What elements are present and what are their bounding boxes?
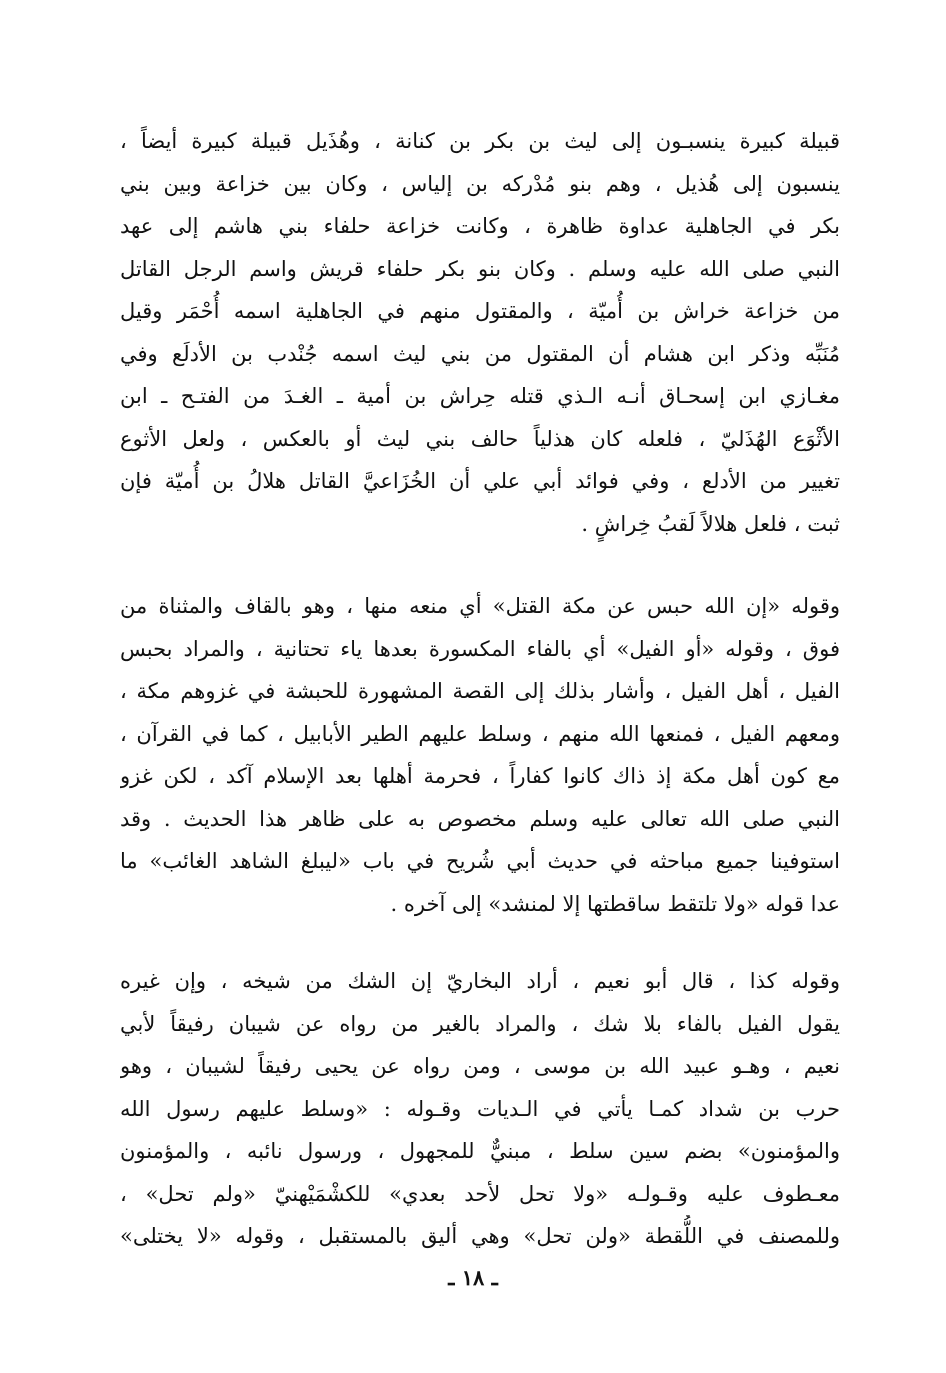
text-line: مُنَبِّه وذكر ابن هشام أن المقتول من بني ليث اسمه جُنْدب بن الأدلَع وفي <box>120 341 840 366</box>
text-line: ينسبون إلى هُذيل ، وهم بنو مُدْركه بن إلياس ، وكان بين خزاعة وبين بني <box>120 171 840 196</box>
text-line: النبي صلى الله تعالى عليه وسلم مخصوص به على ظاهر هذا الحديث . وقد <box>120 806 840 831</box>
text-line: مغـازي ابن إسحـاق أنـه الـذي قتله حِراش بن أمية ـ الغـدَ من الفتـح ـ ابن <box>120 384 840 408</box>
text-line: من خزاعة خراش بن أُميّة ، والمقتول منهم في الجاهلية اسمه أُحْمَر وقيل <box>120 299 840 323</box>
text-line: استوفينا جميع مباحثه في حديث أبي شُريح في باب «ليبلغ الشاهد الغائب» ما <box>120 849 840 873</box>
page-number: ـ ١٨ ـ <box>448 1265 498 1290</box>
text-line: ومعهم الفيل ، فمنعها الله منهم ، وسلط عليهم الطير الأبابيل ، كما في القرآن ، <box>120 721 840 746</box>
paragraph-1 <box>120 120 840 545</box>
text-line: نعيم ، وهـو عبيد الله بن موسى ، ومن رواه عن يحيى رفيقاً لشيبان ، وهو <box>120 1054 840 1078</box>
text-line: وقوله كذا ، قال أبو نعيم ، أراد البخاريّ إن الشك من شيخه ، وإن غيره <box>120 969 840 993</box>
text-line: الأثْوَع الهُذَليّ ، فلعله كان هذلياً حالف بني ليث أو بالعكس ، ولعل الأثوع <box>120 426 840 451</box>
text-line: يقول الفيل بالفاء بلا شك ، والمراد بالغير من رواه عن شيبان رفيقاً لأبي <box>120 1011 840 1036</box>
text-line: وللمصنف في اللُّقطة «ولن تحل» وهي أليق بالمستقبل ، وقوله «لا يختلى» <box>120 1224 840 1248</box>
text-line: عدا قوله «ولا تلتقط ساقطتها إلا لمنشد» إلى آخره . <box>390 891 840 916</box>
paragraph-2 <box>120 585 840 925</box>
text-line: النبي صلى الله عليه وسلم . وكان بنو بكر حلفاء قريش واسم الرجل القاتل <box>120 256 840 281</box>
text-line: مع كون أهل مكة إذ ذاك كانوا كفاراً ، فحرمة أهلها بعد الإسلام آكد ، لكن غزو <box>120 764 840 788</box>
text-line: حرب بن شداد كمـا يأتي في الـديات وقـوله : «وسلط عليهم رسول الله <box>120 1096 840 1121</box>
text-line: تغيير من الأدلع ، وفي فوائد أبي علي أن الخُزَاعيَّ القاتل هلالُ بن أُميّة فإن <box>120 469 840 493</box>
text-line: والمؤمنون» بضم سين سلط ، مبنيٌّ للمجهول ، ورسول نائبه ، والمؤمنون <box>120 1139 840 1163</box>
text-line: فوق ، وقوله «أو الفيل» أي بالفاء المكسورة بعدها ياء تحتانية ، والمراد بحبس <box>120 636 840 661</box>
text-line: ثبت ، فلعل هلالاً لَقبُ خِراشٍ . <box>581 511 840 536</box>
text-line: قبيلة كبيرة ينسبـون إلى ليث بن بكر بن كنانة ، وهُذَيل قبيلة كبيرة أيضاً ، <box>120 129 840 153</box>
text-line: وقوله «إن الله حبس عن مكة القتل» أي منعه منها ، وهو بالقاف والمثناة من <box>120 594 840 618</box>
text-line: معـطوف عليه وقـولـه «ولا تحل لأحد بعدي» للكشْمَيْهنيّ «ولم تحل» ، <box>120 1181 840 1206</box>
text-line: بكر في الجاهلية عداوة ظاهرة ، وكانت خزاعة حلفاء بني هاشم إلى عهد <box>120 214 840 238</box>
paragraph-3 <box>120 960 840 1258</box>
text-line: الفيل ، أهل الفيل ، وأشار بذلك إلى القصة المشهورة للحبشة في غزوهم مكة ، <box>120 679 840 703</box>
